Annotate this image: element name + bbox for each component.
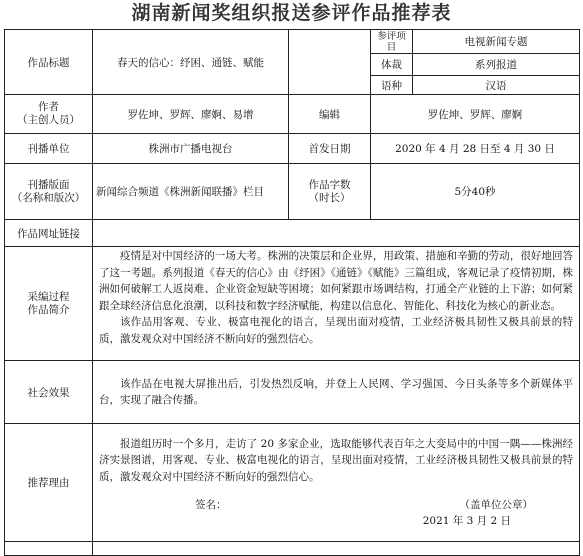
row-bottom-partial [5, 542, 580, 556]
label-genre: 体裁 [371, 54, 413, 76]
row-category [5, 30, 580, 54]
value-first-date: 2020 年 4 月 28 日至 4 月 30 日 [371, 134, 580, 164]
label-editor: 编辑 [289, 95, 371, 134]
label-length: 作品字数 （时长） [289, 164, 371, 220]
sign-date: 2021 年 3 月 2 日 [422, 515, 511, 528]
value-page: 新闻综合频道《株洲新闻联播》栏目 [93, 164, 289, 220]
label-page: 刊播版面 （名称和版次） [5, 164, 93, 220]
label-intro: 采编过程 作品简介 [5, 247, 93, 361]
value-editor: 罗佐坤、罗辉、廖婀 [371, 95, 580, 134]
recommendation-form-table [4, 29, 580, 556]
row-publisher [5, 134, 580, 164]
value-work-title: 春天的信心：纾困、通链、赋能 [93, 30, 289, 95]
value-category: 电视新闻专题 [413, 30, 580, 54]
intro-paragraph-2: 该作品用客观、专业、极富电视化的语言，呈现出面对疫情，工业经济极具韧性又极具前景的特质，激发观众对中国经济不断向好的强烈信心。 [99, 316, 573, 345]
row-page [5, 164, 580, 220]
bottom-cell-right [93, 542, 580, 556]
value-url [93, 220, 580, 247]
label-reason: 推荐理由 [5, 424, 93, 542]
signature-label: 签名： [195, 499, 227, 512]
intro-paragraph-1: 疫情是对中国经济的一场大考。株洲的决策层和企业界，用政策、措施和辛勤的劳动，很好地回答了这一考题。系列报道《春天的信心》由《纾困》《通链》《赋能》三篇组成，客观记录了疫情初期，株洲如何破解工人返岗难、企业资金短缺等困境；如何紧跟市场调结构，打通全产业链的上下游；如何紧跟全球经济信息化浪潮，以科技和数字经济赋能，构建以信息化、智能化、科技化为核心的新业态。 [99, 250, 573, 312]
label-publisher: 刊播单位 [5, 134, 93, 164]
label-author: 作者 （主创人员） [5, 95, 93, 134]
label-effect: 社会效果 [5, 361, 93, 424]
seal-label: （盖单位公章） [459, 499, 533, 512]
effect-text: 该作品在电视大屏推出后，引发热烈反响，并登上人民网、学习强国、今日头条等多个新媒体平台，实现了融合传播。 [99, 377, 573, 406]
row-author [5, 95, 580, 134]
value-language: 汉语 [413, 76, 580, 95]
page-title: 湖南新闻奖组织报送参评作品推荐表 [131, 2, 452, 24]
reason-cell [93, 424, 580, 542]
value-genre: 系列报道 [413, 54, 580, 76]
reason-text: 报道组历时一个多月，走访了 20 多家企业，选取能够代表百年之大变局中的中国一隅——株洲经济实景图谱，用客观、专业、极富电视化的语言，呈现出面对疫情，工业经济极具韧性又极具前景的特质，激发观众对中国经济不断向好的强烈信心。 [99, 437, 573, 483]
intro-cell [93, 247, 580, 361]
value-length: 5分40秒 [371, 164, 580, 220]
row-intro [5, 247, 580, 361]
effect-cell [93, 361, 580, 424]
label-url: 作品网址链接 [5, 220, 93, 247]
label-first-date: 首发日期 [289, 134, 371, 164]
blank-cell [289, 30, 371, 95]
row-effect [5, 361, 580, 424]
label-category: 参评项目 [371, 30, 413, 54]
signature-line [99, 497, 573, 513]
bottom-cell-left [5, 542, 93, 556]
value-author: 罗佐坤、罗辉、廖婀、易增 [93, 95, 289, 134]
row-reason [5, 424, 580, 542]
row-url [5, 220, 580, 247]
label-work-title: 作品标题 [5, 30, 93, 95]
label-language: 语种 [371, 76, 413, 95]
value-publisher: 株洲市广播电视台 [93, 134, 289, 164]
